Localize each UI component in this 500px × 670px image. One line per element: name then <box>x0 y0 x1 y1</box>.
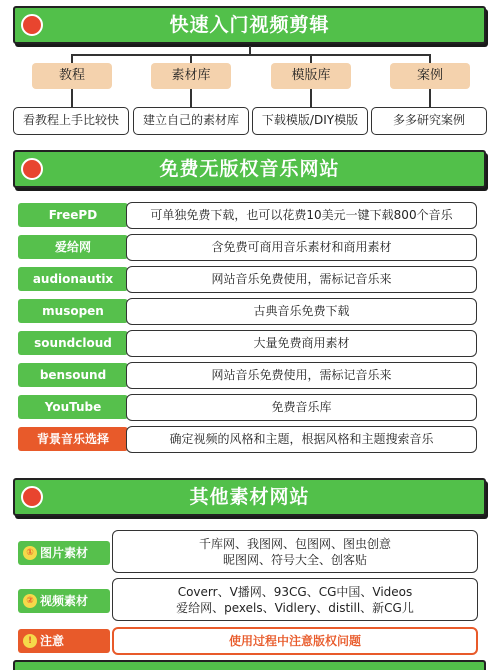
desc-material-library: 建立自己的素材库 <box>133 107 249 135</box>
next-section-banner <box>13 660 486 670</box>
music-site-freepd[interactable]: FreePD <box>18 203 128 227</box>
note-label: ! 注意 <box>18 629 110 653</box>
desc-line: 使用过程中注意版权问题 <box>228 634 361 648</box>
number-one-icon: ① <box>23 546 37 560</box>
warning-icon: ! <box>23 634 37 648</box>
section-banner-quick-start <box>13 6 486 44</box>
video-materials-label: ② 视频素材 <box>18 589 110 613</box>
tree-connector <box>310 54 312 63</box>
section-banner-other-materials <box>13 478 486 516</box>
music-site-desc: 含免费可商用音乐素材和商用素材 <box>126 234 477 261</box>
category-material-library: 素材库 <box>151 63 231 89</box>
tree-connector <box>71 54 431 56</box>
tree-connector <box>71 89 73 107</box>
music-site-desc: 网站音乐免费使用，需标记音乐来 <box>126 362 477 389</box>
tree-connector <box>190 54 192 63</box>
section-title: 快速入门视频剪辑 <box>169 14 330 36</box>
tree-connector <box>71 54 73 63</box>
music-site-desc: 大量免费商用素材 <box>126 330 477 357</box>
desc-tutorial: 看教程上手比较快 <box>13 107 129 135</box>
category-template-library: 模版库 <box>271 63 351 89</box>
number-two-icon: ② <box>23 594 37 608</box>
music-site-soundcloud[interactable]: soundcloud <box>18 331 128 355</box>
image-materials-label: ① 图片素材 <box>18 541 110 565</box>
tree-connector <box>249 46 251 54</box>
tree-connector <box>429 54 431 63</box>
music-site-desc: 古典音乐免费下载 <box>126 298 477 325</box>
desc-line: Coverr、V播网、93CG、CG中国、Videos <box>177 584 413 599</box>
bgm-selection-desc: 确定视频的风格和主题，根据风格和主题搜索音乐 <box>126 426 477 453</box>
desc-line: 昵图网、符号大全、创客贴 <box>222 552 367 567</box>
section-title: 其他素材网站 <box>189 486 310 508</box>
video-materials-desc <box>112 578 478 621</box>
music-site-youtube[interactable]: YouTube <box>18 395 128 419</box>
desc-template-library: 下载模版/DIY模版 <box>252 107 368 135</box>
bgm-selection-label: 背景音乐选择 <box>18 427 128 451</box>
music-site-bensound[interactable]: bensound <box>18 363 128 387</box>
section-banner-free-music <box>13 150 486 188</box>
image-materials-desc <box>112 530 478 573</box>
tree-connector <box>429 89 431 107</box>
music-site-desc: 可单独免费下载，也可以花费10美元一键下载800个音乐 <box>126 202 477 229</box>
music-site-desc: 免费音乐库 <box>126 394 477 421</box>
music-site-desc: 网站音乐免费使用，需标记音乐来 <box>126 266 477 293</box>
section-title: 免费无版权音乐网站 <box>159 158 340 180</box>
tree-connector <box>310 89 312 107</box>
category-cases: 案例 <box>390 63 470 89</box>
category-tutorial: 教程 <box>32 63 112 89</box>
music-site-aigei[interactable]: 爱给网 <box>18 235 128 259</box>
desc-line: 爱给网、pexels、Vidlery、distill、新CG儿 <box>176 600 414 615</box>
copyright-note <box>112 627 478 655</box>
tree-connector <box>190 89 192 107</box>
music-site-audionautix[interactable]: audionautix <box>18 267 128 291</box>
music-site-musopen[interactable]: musopen <box>18 299 128 323</box>
desc-line: 千库网、我图网、包图网、图虫创意 <box>198 536 391 551</box>
desc-cases: 多多研究案例 <box>371 107 487 135</box>
